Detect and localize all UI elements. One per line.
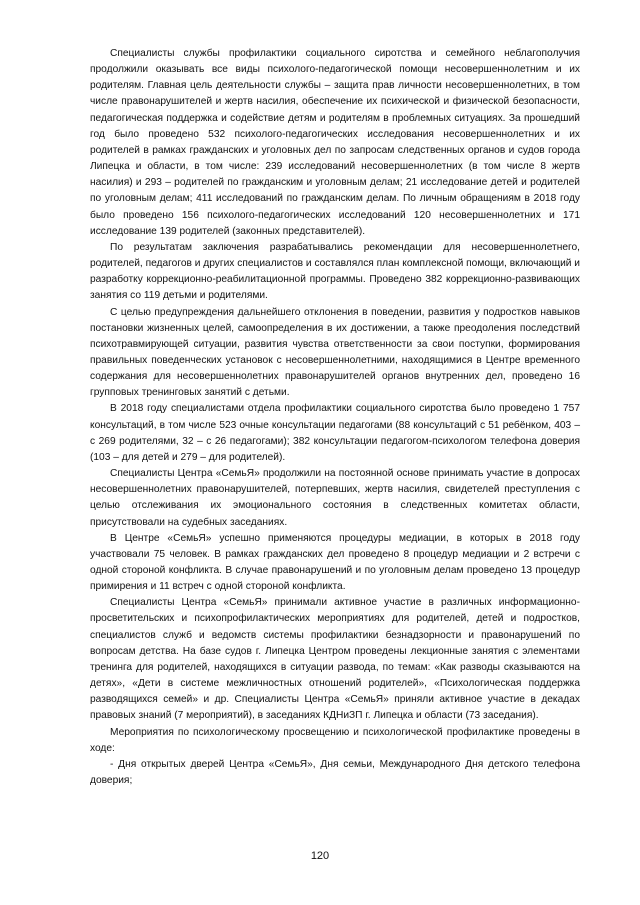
paragraph-prevention-events-intro: Мероприятия по психологическому просвещению и психологической профилактике проведены в ходе: [90, 726, 580, 754]
paragraph-recommendations: По результатам заключения разрабатывались рекомендации для несовершеннолетнего, родителей, педагогов и других специалистов и составлялся план комплексной помощи, включающий и разработку коррекционно-реабилитационной программы. Проведено 382 коррекционно-развивающих занятия со 119 детьми и родителями. [90, 241, 580, 302]
document-page [90, 46, 580, 789]
paragraph-trainings: С целью предупреждения дальнейшего отклонения в поведении, развития у подростков навыков постановки жизненных целей, самоопределения в их достижении, а также преодоления последствий психотравмирующей ситуации, развития чувства ответственности за свои поступки, формирования правильных поведенческих установок с несовершеннолетними, находящимися в Центре временного содержания для несовершеннолетних правонарушителей органов внутренних дел, проведено 16 групповых тренинговых занятий с детьми. [90, 306, 580, 399]
page-number: 120 [310, 850, 330, 862]
paragraph-events: Специалисты Центра «СемьЯ» принимали активное участие в различных информационно-просветительских и психопрофилактических мероприятиях для родителей, детей и подростков, специалистов служб и ведомств системы профилактики безнадзорности и правонарушений по вопросам детства. На базе судов г. Липецка Центром проведены лекционные занятия с элементами тренинга для родителей, находящихся в ситуации развода, по темам: «Как разводы сказываются на детях», «Дети в системе межличностных отношений родителей», «Психологическая поддержка разводящихся семей» и др. Специалисты Центра «СемьЯ» приняли активное участие в декадах правовых знаний (7 мероприятий), в заседаниях КДНиЗП г. Липецка и области (73 заседания). [90, 597, 580, 722]
paragraph-mediation: В Центре «СемьЯ» успешно применяются процедуры медиации, в которых в 2018 году участвовали 75 человек. В рамках гражданских дел проведено 8 процедур медиации и 2 встречи с одной стороной конфликта. В случае правонарушений и по уголовным делам проведено 13 процедур примирения и 11 встреч с одной стороной конфликта. [90, 532, 580, 593]
paragraph-interrogations: Специалисты Центра «СемьЯ» продолжили на постоянной основе принимать участие в допросах несовершеннолетних правонарушителей, потерпевших, жертв насилия, свидетелей преступления с целью отслеживания их эмоционального состояния в следственных комитетах области, присутствовали на судебных заседаниях. [90, 468, 580, 528]
paragraph-prevention-service: Специалисты службы профилактики социального сиротства и семейного неблагополучия продолжили оказывать все виды психолого-педагогической помощи несовершеннолетним и их родителям. Главная цель деятельности службы – защита прав личности несовершеннолетних, в том числе правонарушителей и жертв насилия, обеспечение их психической и физической безопасности, педагогическая поддержка и содействие детям и родителям в проблемных ситуациях. За прошедший год было проведено 532 психолого-педагогических исследования несовершеннолетних и их родителей в рамках гражданских и уголовных дел по запросам следственных органов и судов города Липецка и области, в том числе: 239 исследований несовершеннолетних (в том числе 8 жертв насилия) и 293 – родителей по гражданским и уголовным делам; 21 исследование детей и родителей по уголовным делам; 411 исследований по гражданским делам. По личным обращениям в 2018 году было проведено 156 психолого-педагогических исследований 120 несовершеннолетних и 171 исследование 139 родителей (законных представителей). [90, 48, 580, 237]
list-item-open-days: - Дня открытых дверей Центра «СемьЯ», Дня семьи, Международного Дня детского телефона доверия; [90, 758, 580, 787]
paragraph-consultations: В 2018 году специалистами отдела профилактики социального сиротства было проведено 1 757 консультаций, в том числе 523 очные консультации педагогами (88 консультаций с 51 ребёнком, 403 – с 269 родителями, 32 – с 26 педагогами); 382 консультации педагогом-психологом телефона доверия (103 – для детей и 279 – для родителей). [90, 403, 580, 463]
